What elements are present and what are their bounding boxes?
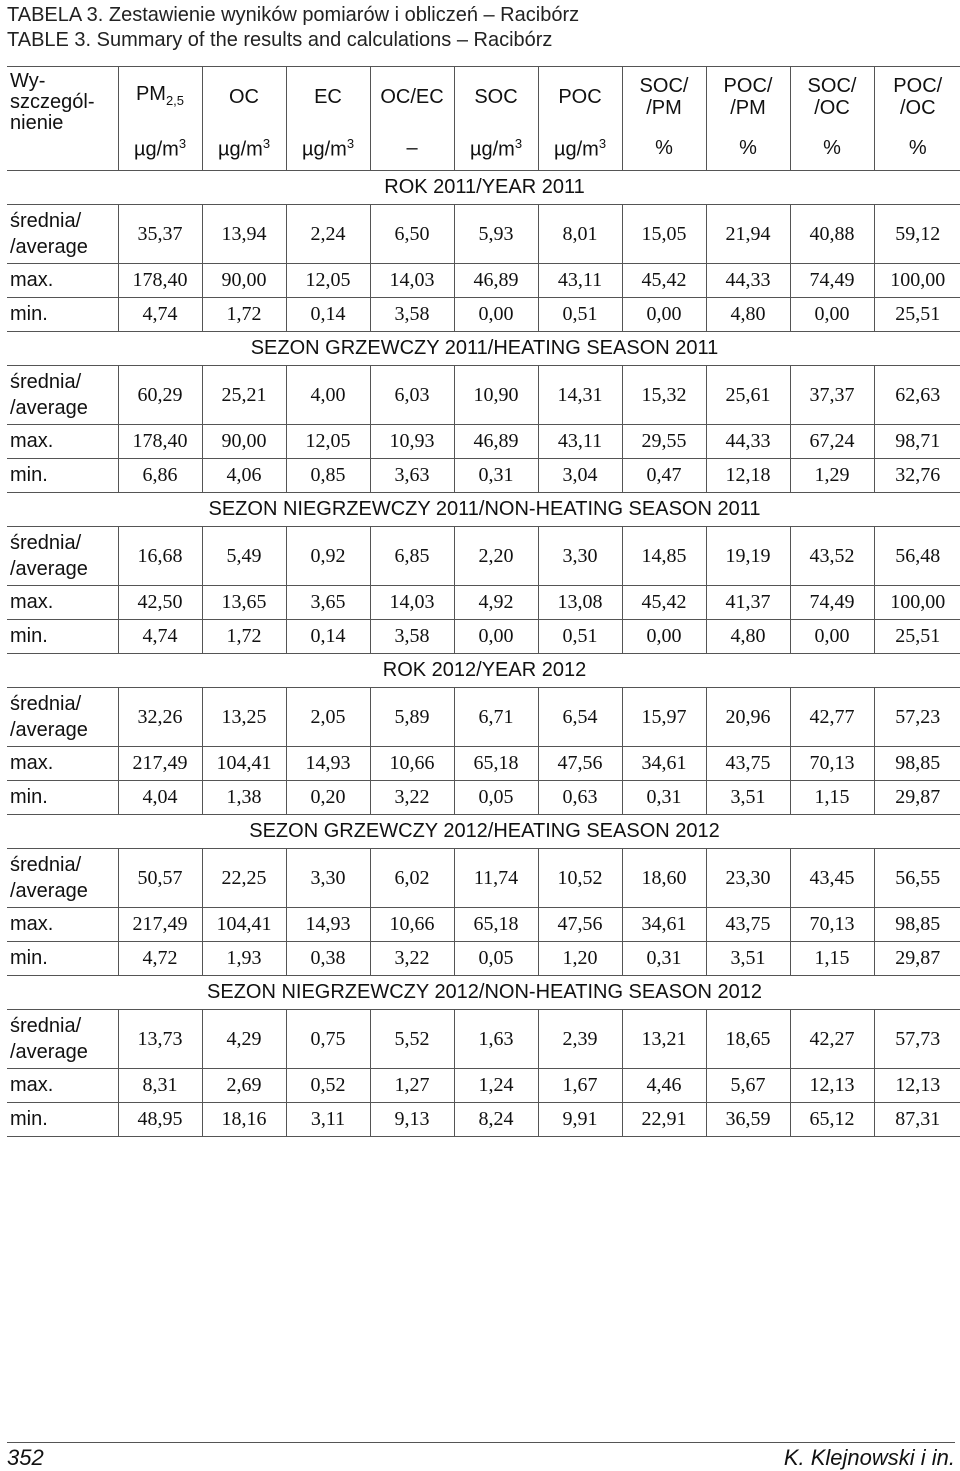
column-header [874,67,960,128]
data-cell: 178,40 [118,264,202,298]
unit-text: % [739,137,757,160]
column-unit [874,128,960,171]
data-cell: 98,85 [874,747,960,781]
data-cell: 23,30 [706,849,790,908]
data-cell: 59,12 [874,205,960,264]
data-row-average [7,1010,960,1069]
data-cell: 0,05 [454,781,538,815]
data-cell: 217,49 [118,908,202,942]
data-cell: 3,11 [286,1103,370,1137]
column-name: EC [314,86,342,109]
data-cell: 10,66 [370,908,454,942]
data-cell: 0,00 [790,620,874,654]
data-cell: 10,52 [538,849,622,908]
data-cell: 36,59 [706,1103,790,1137]
data-cell: 65,18 [454,908,538,942]
data-cell: 8,31 [118,1069,202,1103]
data-cell: 1,20 [538,942,622,976]
unit-text: µg/m [217,138,263,161]
data-cell: 25,51 [874,298,960,332]
section-label-spacer [7,171,118,205]
data-cell: 0,63 [538,781,622,815]
data-cell: 9,13 [370,1103,454,1137]
data-cell: 3,65 [286,586,370,620]
data-cell: 1,63 [454,1010,538,1069]
data-cell: 42,27 [790,1010,874,1069]
data-cell: 0,31 [454,459,538,493]
data-cell: 43,45 [790,849,874,908]
data-cell: 12,05 [286,425,370,459]
data-cell: 0,31 [622,781,706,815]
data-cell: 8,24 [454,1103,538,1137]
row-label-max: max. [7,264,118,298]
data-cell: 6,02 [370,849,454,908]
row-label-max: max. [7,908,118,942]
header-row-units [7,128,960,171]
page-footer [7,1442,955,1470]
data-row-min [7,942,960,976]
data-cell: 3,58 [370,298,454,332]
row-label-max: max. [7,425,118,459]
caption-polish: TABELA 3. Zestawienie wyników pomiarów i obliczeń – Racibórz [7,4,580,26]
data-cell: 37,37 [790,366,874,425]
data-cell: 4,72 [118,942,202,976]
data-cell: 19,19 [706,527,790,586]
data-cell: 50,57 [118,849,202,908]
column-unit [622,128,706,171]
column-name: POC/ /OC [893,75,943,120]
data-row-average [7,849,960,908]
data-row-max [7,747,960,781]
data-cell: 57,73 [874,1010,960,1069]
data-cell: 0,51 [538,298,622,332]
data-cell: 43,11 [538,425,622,459]
data-cell: 14,03 [370,264,454,298]
data-row-max [7,586,960,620]
data-cell: 45,42 [622,264,706,298]
column-name: POC [558,86,602,109]
data-cell: 9,91 [538,1103,622,1137]
data-cell: 2,24 [286,205,370,264]
column-name: OC/EC [380,86,444,109]
data-cell: 0,00 [454,298,538,332]
data-cell: 5,89 [370,688,454,747]
data-cell: 4,74 [118,298,202,332]
data-cell: 3,63 [370,459,454,493]
data-cell: 2,20 [454,527,538,586]
data-cell: 2,39 [538,1010,622,1069]
data-cell: 3,30 [286,849,370,908]
data-cell: 47,56 [538,908,622,942]
column-header [706,67,790,128]
data-cell: 65,12 [790,1103,874,1137]
data-cell: 12,13 [790,1069,874,1103]
data-cell: 0,47 [622,459,706,493]
data-cell: 3,04 [538,459,622,493]
data-cell: 4,74 [118,620,202,654]
section-label-spacer [7,332,118,366]
data-cell: 1,93 [202,942,286,976]
unit-text: µg/m [133,138,179,161]
data-cell: 14,85 [622,527,706,586]
data-cell: 90,00 [202,264,286,298]
data-cell: 1,67 [538,1069,622,1103]
row-label-max: max. [7,747,118,781]
section-title: ROK 2011/YEAR 2011 [118,171,960,205]
unit-text: % [823,137,841,160]
data-cell: 98,85 [874,908,960,942]
data-cell: 0,14 [286,620,370,654]
data-cell: 11,74 [454,849,538,908]
data-row-max [7,264,960,298]
data-cell: 22,25 [202,849,286,908]
data-cell: 0,75 [286,1010,370,1069]
data-cell: 29,55 [622,425,706,459]
data-cell: 5,52 [370,1010,454,1069]
data-cell: 178,40 [118,425,202,459]
data-cell: 14,31 [538,366,622,425]
data-row-min [7,298,960,332]
data-cell: 13,73 [118,1010,202,1069]
data-cell: 6,85 [370,527,454,586]
data-cell: 4,06 [202,459,286,493]
data-cell: 32,76 [874,459,960,493]
data-row-min [7,1103,960,1137]
data-row-min [7,459,960,493]
data-row-average [7,527,960,586]
data-cell: 70,13 [790,747,874,781]
data-cell: 2,69 [202,1069,286,1103]
data-cell: 1,24 [454,1069,538,1103]
data-cell: 1,15 [790,942,874,976]
table-body [7,171,960,1137]
data-cell: 4,80 [706,298,790,332]
column-header [622,67,706,128]
row-label-header-text: Wy- szczegól- nienie [10,70,95,134]
data-cell: 35,37 [118,205,202,264]
data-row-max [7,908,960,942]
data-cell: 12,13 [874,1069,960,1103]
data-cell: 47,56 [538,747,622,781]
row-label-min: min. [7,620,118,654]
data-cell: 3,58 [370,620,454,654]
data-cell: 0,00 [622,298,706,332]
header-row-names [7,67,960,128]
data-cell: 16,68 [118,527,202,586]
column-unit [286,128,370,171]
data-cell: 29,87 [874,942,960,976]
data-cell: 18,65 [706,1010,790,1069]
data-cell: 6,71 [454,688,538,747]
data-cell: 217,49 [118,747,202,781]
data-cell: 56,55 [874,849,960,908]
data-cell: 0,00 [790,298,874,332]
unit-superscript: 3 [346,136,355,152]
data-cell: 1,27 [370,1069,454,1103]
section-header-row [7,493,960,527]
data-cell: 4,80 [706,620,790,654]
data-row-average [7,688,960,747]
section-header-row [7,332,960,366]
data-cell: 8,01 [538,205,622,264]
data-cell: 56,48 [874,527,960,586]
data-cell: 42,50 [118,586,202,620]
data-cell: 25,51 [874,620,960,654]
data-cell: 5,67 [706,1069,790,1103]
data-cell: 6,50 [370,205,454,264]
column-unit [538,128,622,171]
row-label-min: min. [7,1103,118,1137]
data-cell: 3,22 [370,942,454,976]
data-cell: 25,61 [706,366,790,425]
data-cell: 10,90 [454,366,538,425]
data-cell: 13,21 [622,1010,706,1069]
data-row-average [7,205,960,264]
data-cell: 43,75 [706,747,790,781]
column-name: SOC/ /OC [807,75,857,120]
data-cell: 6,54 [538,688,622,747]
column-name: PM [135,82,166,105]
data-cell: 13,65 [202,586,286,620]
data-cell: 34,61 [622,908,706,942]
data-cell: 104,41 [202,908,286,942]
section-label-spacer [7,493,118,527]
column-header [286,67,370,128]
row-label-min: min. [7,942,118,976]
row-label-average: średnia/ /average [7,366,118,425]
data-row-min [7,620,960,654]
section-header-row [7,654,960,688]
data-cell: 32,26 [118,688,202,747]
data-cell: 74,49 [790,586,874,620]
data-cell: 14,93 [286,747,370,781]
column-name-subscript: 2,5 [165,92,185,108]
row-label-average: średnia/ /average [7,205,118,264]
unit-superscript: 3 [514,136,523,152]
data-cell: 14,03 [370,586,454,620]
data-cell: 4,29 [202,1010,286,1069]
column-header [538,67,622,128]
row-label-min: min. [7,298,118,332]
row-label-min: min. [7,459,118,493]
data-cell: 1,15 [790,781,874,815]
data-cell: 67,24 [790,425,874,459]
data-cell: 12,18 [706,459,790,493]
data-cell: 2,05 [286,688,370,747]
data-cell: 10,66 [370,747,454,781]
unit-superscript: 3 [598,136,607,152]
data-cell: 5,93 [454,205,538,264]
data-cell: 43,11 [538,264,622,298]
column-unit [202,128,286,171]
data-cell: 104,41 [202,747,286,781]
data-cell: 18,16 [202,1103,286,1137]
data-cell: 0,14 [286,298,370,332]
column-name: POC/ /PM [723,75,773,120]
data-cell: 3,51 [706,781,790,815]
data-cell: 10,93 [370,425,454,459]
unit-text: % [908,137,927,160]
row-label-max: max. [7,1069,118,1103]
data-cell: 40,88 [790,205,874,264]
data-cell: 0,20 [286,781,370,815]
data-cell: 4,00 [286,366,370,425]
data-row-min [7,781,960,815]
column-unit [454,128,538,171]
section-label-spacer [7,976,118,1010]
data-cell: 42,77 [790,688,874,747]
data-cell: 57,23 [874,688,960,747]
data-cell: 65,18 [454,747,538,781]
section-title: SEZON GRZEWCZY 2012/HEATING SEASON 2012 [118,815,960,849]
data-cell: 0,85 [286,459,370,493]
data-cell: 4,46 [622,1069,706,1103]
section-header-row [7,815,960,849]
column-unit [790,128,874,171]
data-cell: 1,72 [202,298,286,332]
data-cell: 14,93 [286,908,370,942]
row-label-max: max. [7,586,118,620]
unit-superscript: 3 [262,136,271,152]
data-cell: 15,05 [622,205,706,264]
data-cell: 0,00 [454,620,538,654]
row-label-average: średnia/ /average [7,527,118,586]
data-cell: 43,52 [790,527,874,586]
data-cell: 34,61 [622,747,706,781]
data-cell: 0,00 [622,620,706,654]
data-cell: 3,22 [370,781,454,815]
column-header [454,67,538,128]
data-cell: 3,30 [538,527,622,586]
data-cell: 46,89 [454,264,538,298]
data-cell: 6,03 [370,366,454,425]
data-cell: 4,92 [454,586,538,620]
caption-english: TABLE 3. Summary of the results and calculations – Racibórz [7,29,553,51]
data-cell: 74,49 [790,264,874,298]
section-header-row [7,976,960,1010]
column-unit [118,128,202,171]
data-cell: 60,29 [118,366,202,425]
data-cell: 4,04 [118,781,202,815]
data-cell: 48,95 [118,1103,202,1137]
data-cell: 44,33 [706,425,790,459]
data-row-max [7,1069,960,1103]
page-number: 352 [7,1445,44,1470]
data-cell: 13,08 [538,586,622,620]
data-cell: 3,51 [706,942,790,976]
data-cell: 13,25 [202,688,286,747]
unit-text: % [655,137,673,160]
data-cell: 18,60 [622,849,706,908]
data-cell: 6,86 [118,459,202,493]
author-credit: K. Klejnowski i in. [783,1445,955,1470]
row-label-average: średnia/ /average [7,688,118,747]
column-header [370,67,454,128]
data-cell: 1,38 [202,781,286,815]
data-cell: 0,38 [286,942,370,976]
section-title: SEZON NIEGRZEWCZY 2012/NON-HEATING SEASON 2012 [118,976,960,1010]
data-cell: 45,42 [622,586,706,620]
data-cell: 0,51 [538,620,622,654]
section-label-spacer [7,654,118,688]
data-cell: 98,71 [874,425,960,459]
row-label-min: min. [7,781,118,815]
section-title: SEZON GRZEWCZY 2011/HEATING SEASON 2011 [118,332,960,366]
section-title: ROK 2012/YEAR 2012 [118,654,960,688]
data-cell: 13,94 [202,205,286,264]
data-cell: 0,05 [454,942,538,976]
unit-text: – [406,137,418,160]
unit-text: µg/m [553,138,599,161]
data-cell: 22,91 [622,1103,706,1137]
unit-text: µg/m [301,138,347,161]
section-label-spacer [7,815,118,849]
row-label-average: średnia/ /average [7,1010,118,1069]
data-cell: 87,31 [874,1103,960,1137]
data-cell: 44,33 [706,264,790,298]
column-name: SOC/ /PM [639,75,689,120]
data-cell: 100,00 [874,264,960,298]
column-header [790,67,874,128]
column-header [118,67,202,128]
data-cell: 0,92 [286,527,370,586]
data-cell: 0,31 [622,942,706,976]
data-cell: 25,21 [202,366,286,425]
data-cell: 1,29 [790,459,874,493]
section-header-row [7,171,960,205]
section-title: SEZON NIEGRZEWCZY 2011/NON-HEATING SEASON 2011 [118,493,960,527]
data-cell: 41,37 [706,586,790,620]
row-label-average: średnia/ /average [7,849,118,908]
data-cell: 21,94 [706,205,790,264]
data-cell: 1,72 [202,620,286,654]
row-label-header [7,67,118,171]
data-cell: 62,63 [874,366,960,425]
unit-superscript: 3 [178,136,187,152]
column-name: SOC [474,86,518,109]
column-header [202,67,286,128]
data-row-average [7,366,960,425]
data-cell: 20,96 [706,688,790,747]
data-cell: 100,00 [874,586,960,620]
data-cell: 5,49 [202,527,286,586]
data-row-max [7,425,960,459]
data-cell: 43,75 [706,908,790,942]
column-unit [370,128,454,171]
data-cell: 70,13 [790,908,874,942]
data-cell: 46,89 [454,425,538,459]
results-table [7,66,960,1137]
data-cell: 90,00 [202,425,286,459]
data-cell: 29,87 [874,781,960,815]
data-cell: 15,97 [622,688,706,747]
data-cell: 0,52 [286,1069,370,1103]
column-unit [706,128,790,171]
column-name: OC [229,86,259,109]
data-cell: 15,32 [622,366,706,425]
unit-text: µg/m [469,138,515,161]
table-caption [7,3,579,53]
data-cell: 12,05 [286,264,370,298]
